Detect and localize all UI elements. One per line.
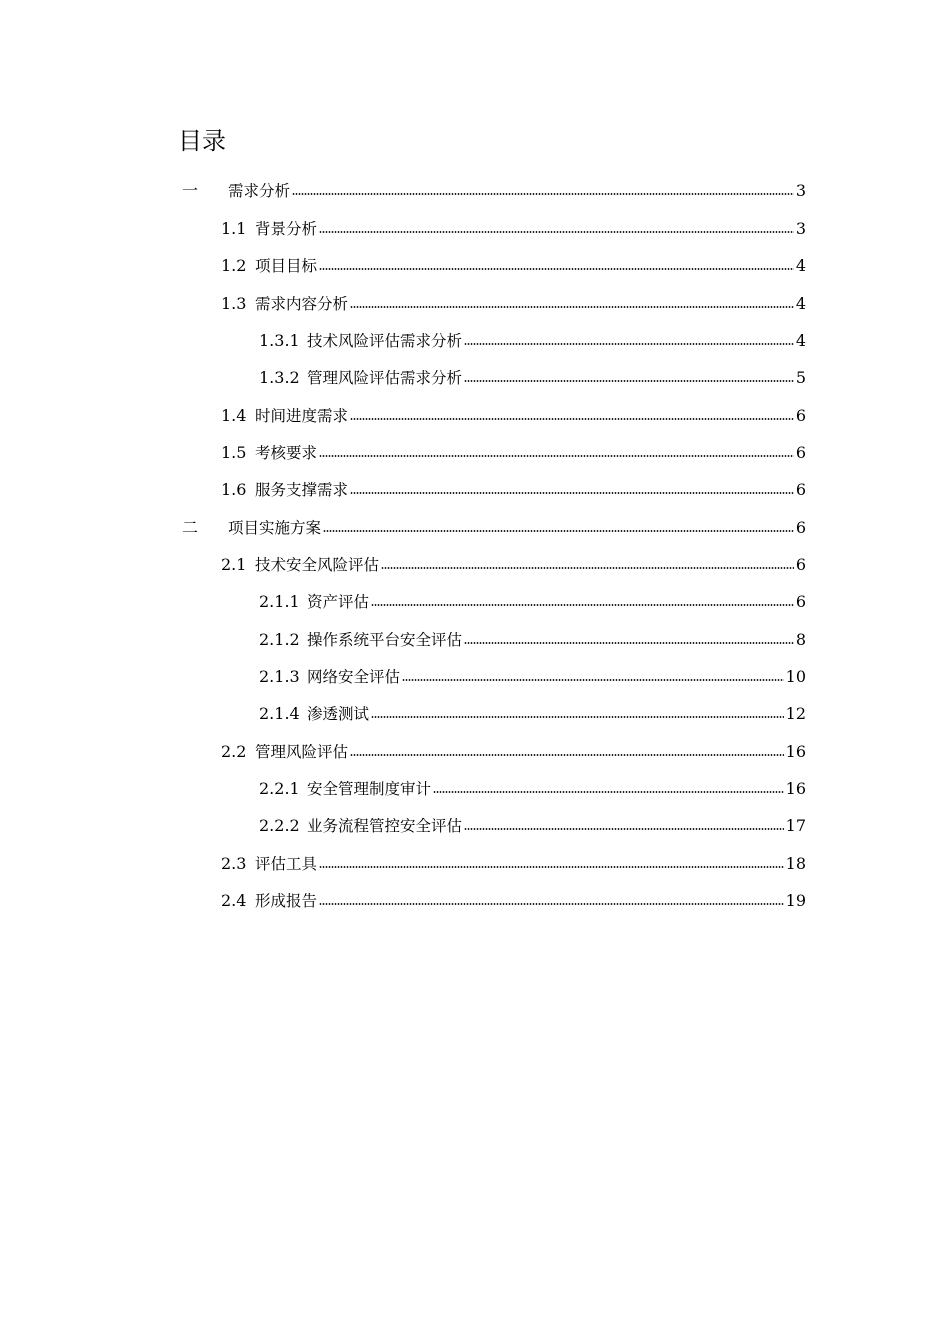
toc-entry[interactable]: [221, 442, 806, 464]
toc-entry-page: 8: [795, 630, 806, 649]
toc-entry-page: 4: [795, 294, 806, 313]
toc-entry-page: 6: [795, 592, 806, 611]
toc-entry-page: 4: [795, 256, 806, 275]
toc-entry[interactable]: [259, 815, 806, 837]
toc-entry-text: 业务流程管控安全评估: [307, 817, 463, 835]
toc-entry-page: 6: [795, 518, 806, 537]
toc-entry-text: 项目目标: [255, 257, 318, 275]
toc-entry-number: 2.1.2: [259, 630, 300, 649]
toc-entry-text: 考核要求: [255, 444, 318, 462]
toc-entry-number: 2.1.1: [259, 592, 300, 611]
toc-entry[interactable]: [259, 330, 806, 352]
toc-entry-page: 17: [785, 816, 806, 835]
toc-dot-leader: [319, 231, 794, 233]
toc-entry-text: 技术风险评估需求分析: [307, 332, 463, 350]
toc-entry-number: 2.1: [221, 555, 247, 574]
toc-title: 目录: [178, 127, 226, 155]
toc-entry-number: 二: [182, 518, 199, 537]
toc-dot-leader: [381, 567, 794, 569]
toc-entry[interactable]: [221, 479, 806, 501]
toc-entry-page: 19: [785, 891, 806, 910]
toc-dot-leader: [319, 866, 784, 868]
toc-dot-leader: [464, 380, 794, 382]
toc-entry-page: 16: [785, 779, 806, 798]
toc-dot-leader: [464, 343, 794, 345]
toc-entry-number: 1.4: [221, 406, 247, 425]
toc-entry-text: 服务支撑需求: [255, 481, 349, 499]
toc-entry[interactable]: [259, 367, 806, 389]
toc-dot-leader: [319, 268, 794, 270]
toc-entry[interactable]: [259, 778, 806, 800]
toc-entry-text: 背景分析: [255, 220, 318, 238]
toc-entry-text: 评估工具: [255, 855, 318, 873]
toc-entry[interactable]: [221, 853, 806, 875]
toc-entry-number: 2.2.1: [259, 779, 300, 798]
toc-entry[interactable]: [259, 666, 806, 688]
toc-dot-leader: [402, 679, 784, 681]
toc-entry-page: 6: [795, 406, 806, 425]
toc-entry-text: 项目实施方案: [228, 519, 322, 537]
toc-dot-leader: [371, 604, 794, 606]
toc-dot-leader: [350, 306, 794, 308]
toc-entry[interactable]: [221, 405, 806, 427]
toc-dot-leader: [292, 193, 794, 195]
toc-entry-number: 1.6: [221, 480, 247, 499]
toc-entry-number: 1.1: [221, 219, 247, 238]
toc-entry-page: 4: [795, 331, 806, 350]
toc-entry[interactable]: [221, 554, 806, 576]
toc-entry-text: 管理风险评估需求分析: [307, 369, 463, 387]
toc-dot-leader: [433, 791, 784, 793]
toc-dot-leader: [464, 642, 794, 644]
toc-entry-number: 2.3: [221, 854, 247, 873]
toc-entry-number: 1.3.2: [259, 368, 300, 387]
toc-entry-number: 1.3: [221, 294, 247, 313]
toc-entry-text: 资产评估: [307, 593, 370, 611]
toc-entry-text: 管理风险评估: [255, 743, 349, 761]
toc-entry-page: 10: [785, 667, 806, 686]
toc-dot-leader: [319, 903, 784, 905]
toc-entry-number: 2.2.2: [259, 816, 300, 835]
toc-entry[interactable]: [259, 629, 806, 651]
toc-entry-text: 需求分析: [228, 182, 291, 200]
toc-entry-text: 形成报告: [255, 892, 318, 910]
toc-entry-page: 6: [795, 480, 806, 499]
toc-entry-text: 技术安全风险评估: [255, 556, 380, 574]
toc-entry[interactable]: [182, 517, 806, 539]
toc-entry[interactable]: [221, 890, 806, 912]
toc-entry-page: 6: [795, 555, 806, 574]
toc-entry-page: 3: [795, 181, 806, 200]
toc-entry[interactable]: [221, 293, 806, 315]
toc-entry-page: 3: [795, 219, 806, 238]
toc-entry-page: 18: [785, 854, 806, 873]
toc-entry[interactable]: [182, 180, 806, 202]
toc-entry-number: 2.1.4: [259, 704, 300, 723]
toc-entry[interactable]: [221, 218, 806, 240]
toc-entry-page: 16: [785, 742, 806, 761]
toc-dot-leader: [464, 828, 784, 830]
toc-entry-number: 1.5: [221, 443, 247, 462]
toc-entry-page: 5: [795, 368, 806, 387]
toc-dot-leader: [319, 455, 794, 457]
toc-entry[interactable]: [221, 255, 806, 277]
toc-entry-number: 2.2: [221, 742, 247, 761]
toc-entry[interactable]: [259, 591, 806, 613]
toc-entry-page: 6: [795, 443, 806, 462]
toc-dot-leader: [323, 530, 794, 532]
toc-entry-text: 安全管理制度审计: [307, 780, 432, 798]
toc-dot-leader: [350, 754, 784, 756]
toc-entry-text: 网络安全评估: [307, 668, 401, 686]
toc-entry-text: 操作系统平台安全评估: [307, 631, 463, 649]
toc-entry-text: 渗透测试: [307, 705, 370, 723]
toc-entry-text: 时间进度需求: [255, 407, 349, 425]
toc-entry-page: 12: [785, 704, 806, 723]
toc-entry[interactable]: [259, 703, 806, 725]
toc-dot-leader: [350, 492, 794, 494]
toc-dot-leader: [371, 716, 784, 718]
toc-entry-number: 一: [182, 181, 199, 200]
toc-entry-number: 2.1.3: [259, 667, 300, 686]
toc-entry-number: 1.2: [221, 256, 247, 275]
toc-entry-number: 2.4: [221, 891, 247, 910]
toc-entry[interactable]: [221, 741, 806, 763]
toc-dot-leader: [350, 418, 794, 420]
toc-entry-number: 1.3.1: [259, 331, 300, 350]
toc-entry-text: 需求内容分析: [255, 295, 349, 313]
